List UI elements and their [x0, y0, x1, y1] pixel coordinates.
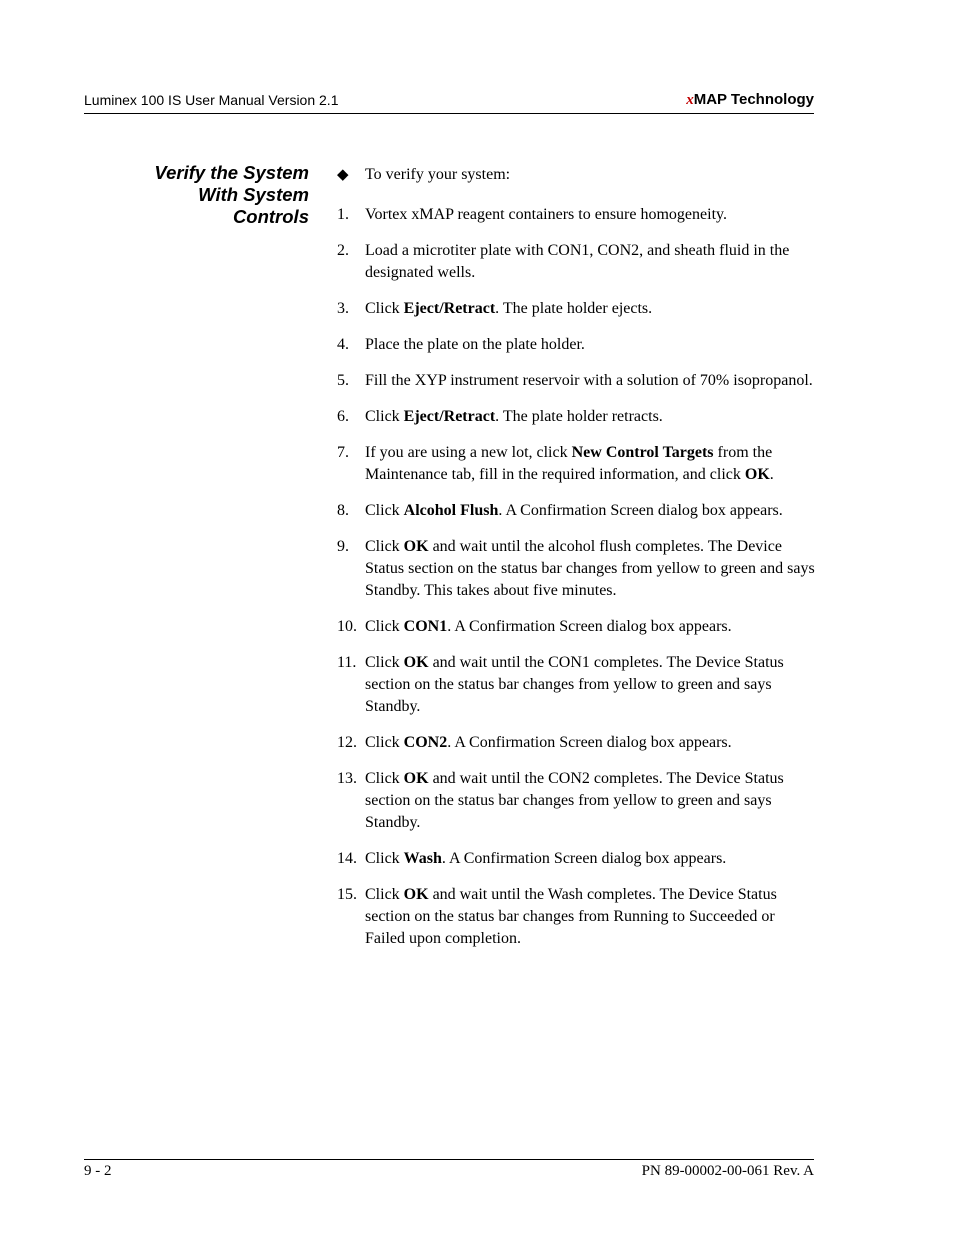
step-text-run: Click: [365, 770, 404, 787]
step-text-run: Fill the XYP instrument reservoir with a solution of 70% isopropanol.: [365, 372, 813, 389]
ui-term: OK: [403, 886, 429, 903]
step-item: [337, 848, 815, 870]
step-item: [337, 406, 815, 428]
section-title: [130, 162, 309, 228]
step-text-run: Place the plate on the plate holder.: [365, 336, 585, 353]
ui-term: OK: [744, 466, 770, 483]
step-item: [337, 768, 815, 834]
step-number: 14.: [337, 850, 357, 867]
step-item: [337, 240, 815, 284]
step-text-run: .: [769, 466, 774, 483]
ui-term: New Control Targets: [571, 444, 714, 461]
brand-prefix: x: [686, 92, 694, 108]
step-text: [365, 850, 726, 867]
step-text-run: and wait until the alcohol flush completes. The Device Status section on the status bar changes from yellow to green and says Standby. This takes about five minutes.: [365, 538, 815, 599]
part-number: PN 89-00002-00-061 Rev. A: [641, 1163, 814, 1179]
ui-term: Eject/Retract: [403, 408, 496, 425]
step-number: 7.: [337, 444, 349, 461]
step-number: 5.: [337, 372, 349, 389]
section-title-line: With System: [198, 184, 309, 205]
step-item: [337, 442, 815, 486]
ui-term: Eject/Retract: [403, 300, 496, 317]
step-text-run: and wait until the CON2 completes. The Device Status section on the status bar changes from yellow to green and says Standby.: [365, 770, 784, 831]
intro-text: To verify your system:: [365, 166, 511, 183]
section-title-line: Controls: [232, 206, 309, 227]
diamond-bullet-icon: ◆: [337, 167, 349, 183]
step-item: [337, 536, 815, 602]
ui-term: OK: [403, 654, 429, 671]
step-number: 2.: [337, 242, 349, 259]
step-text-run: Click: [365, 886, 404, 903]
step-text-run: Vortex xMAP reagent containers to ensure homogeneity.: [365, 206, 727, 223]
step-number: 10.: [337, 618, 357, 635]
page-header: [84, 91, 814, 114]
brand-rest: MAP Technology: [693, 91, 814, 108]
step-text-run: Click: [365, 618, 404, 635]
step-text: [365, 408, 663, 425]
step-number: 13.: [337, 770, 357, 787]
step-number: 12.: [337, 734, 357, 751]
step-text-run: . A Confirmation Screen dialog box appears.: [441, 850, 727, 867]
step-text: [365, 300, 652, 317]
step-item: [337, 204, 815, 226]
step-text: [365, 886, 777, 947]
step-text-run: Load a microtiter plate with CON1, CON2, and sheath fluid in the designated wells.: [365, 242, 790, 281]
step-text: [365, 242, 789, 281]
step-number: 3.: [337, 300, 349, 317]
step-item: [337, 652, 815, 718]
step-text: [365, 538, 815, 599]
section-title-line: Verify the System: [154, 162, 309, 183]
step-item: [337, 370, 815, 392]
ui-term: CON1: [403, 618, 448, 635]
step-number: 15.: [337, 886, 357, 903]
step-text-run: . The plate holder retracts.: [495, 408, 663, 425]
step-text-run: Click: [365, 654, 404, 671]
step-text-run: Click: [365, 538, 404, 555]
ui-term: OK: [403, 538, 429, 555]
page-number: 9 - 2: [84, 1163, 112, 1179]
step-number: 6.: [337, 408, 349, 425]
step-number: 11.: [337, 654, 357, 671]
step-item: [337, 884, 815, 950]
step-item: [337, 500, 815, 522]
step-text-run: Click: [365, 850, 404, 867]
step-text: [365, 770, 784, 831]
ui-term: Alcohol Flush: [403, 502, 499, 519]
brand-label: [686, 91, 814, 109]
manual-title: Luminex 100 IS User Manual Version 2.1: [84, 92, 339, 108]
step-text-run: Click: [365, 300, 404, 317]
step-text-run: and wait until the Wash completes. The Device Status section on the status bar changes from Running to Succeeded or Failed upon completion.: [365, 886, 777, 947]
step-number: 4.: [337, 336, 349, 353]
step-text-run: If you are using a new lot, click: [365, 444, 572, 461]
step-text-run: from the Maintenance tab, fill in the required information, and click: [365, 444, 773, 483]
step-text-run: and wait until the CON1 completes. The Device Status section on the status bar changes from yellow to green and says Standby.: [365, 654, 784, 715]
step-text: [365, 734, 732, 751]
step-item: [337, 732, 815, 754]
step-text: [365, 444, 774, 483]
step-text-run: . A Confirmation Screen dialog box appears.: [447, 618, 732, 635]
step-text: [365, 654, 784, 715]
step-text-run: Click: [365, 734, 404, 751]
step-number: 1.: [337, 206, 349, 223]
ui-term: OK: [403, 770, 429, 787]
procedure-steps: [337, 204, 815, 964]
step-text: [365, 372, 813, 389]
step-text-run: . A Confirmation Screen dialog box appears.: [498, 502, 783, 519]
step-text-run: . The plate holder ejects.: [495, 300, 653, 317]
step-item: [337, 298, 815, 320]
step-item: [337, 334, 815, 356]
step-text-run: Click: [365, 408, 404, 425]
step-item: [337, 616, 815, 638]
step-number: 9.: [337, 538, 349, 555]
step-text: [365, 502, 783, 519]
ui-term: CON2: [403, 734, 448, 751]
step-text: [365, 206, 727, 223]
page-footer: [84, 1159, 814, 1179]
step-text-run: Click: [365, 502, 404, 519]
step-number: 8.: [337, 502, 349, 519]
step-text: [365, 618, 732, 635]
step-text-run: . A Confirmation Screen dialog box appears.: [447, 734, 732, 751]
step-text: [365, 336, 585, 353]
ui-term: Wash: [403, 850, 442, 867]
